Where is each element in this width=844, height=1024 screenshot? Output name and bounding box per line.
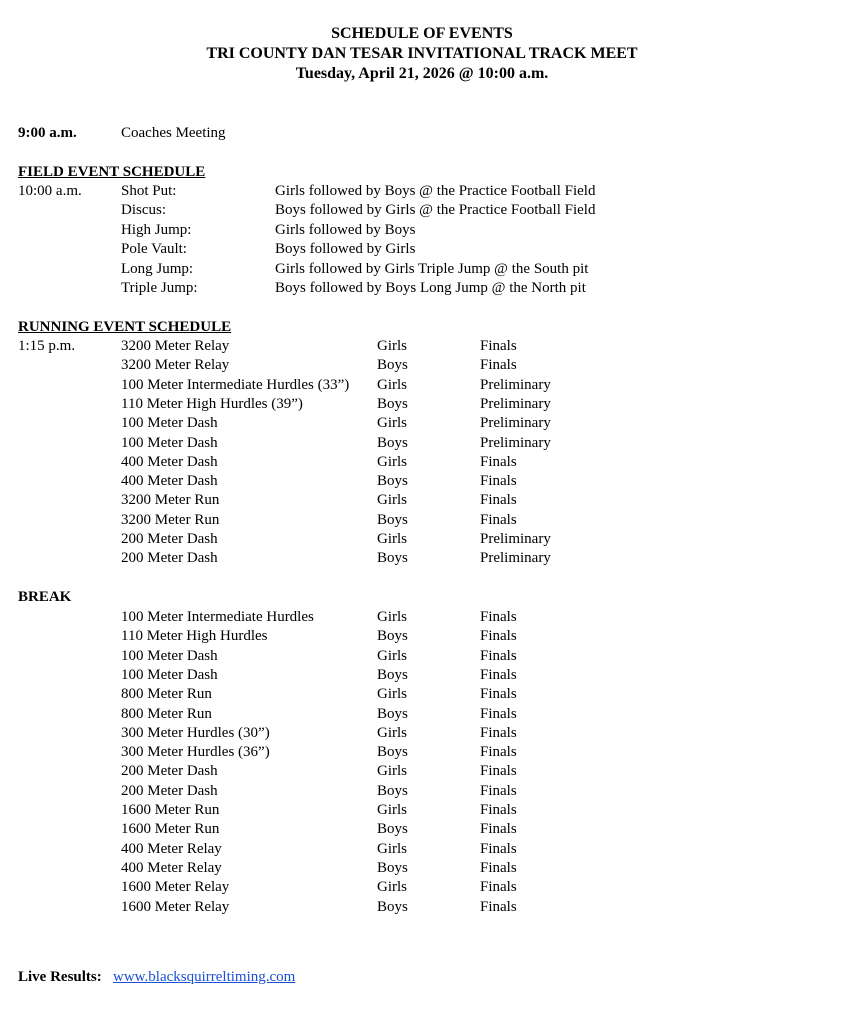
- field-event-detail: Boys followed by Girls: [275, 241, 416, 257]
- break-event-round: Finals: [480, 879, 517, 895]
- field-heading: FIELD EVENT SCHEDULE: [18, 164, 206, 180]
- running-event-round: Finals: [480, 492, 517, 508]
- break-event-gender: Boys: [377, 744, 408, 760]
- running-event-gender: Boys: [377, 512, 408, 528]
- break-event-round: Finals: [480, 802, 517, 818]
- break-event-name: 400 Meter Relay: [121, 860, 222, 876]
- break-event-name: 1600 Meter Run: [121, 802, 220, 818]
- break-event-name: 100 Meter Dash: [121, 667, 218, 683]
- field-event-name: Triple Jump:: [121, 280, 198, 296]
- running-event-gender: Girls: [377, 377, 407, 393]
- break-heading: BREAK: [18, 589, 72, 605]
- running-time: 1:15 p.m.: [18, 338, 76, 354]
- field-event-detail: Girls followed by Girls Triple Jump @ the South pit: [275, 261, 589, 277]
- running-event-round: Finals: [480, 357, 517, 373]
- break-event-gender: Girls: [377, 841, 407, 857]
- running-event-round: Preliminary: [480, 415, 551, 431]
- running-event-gender: Girls: [377, 338, 407, 354]
- break-event-gender: Girls: [377, 648, 407, 664]
- break-event-name: 400 Meter Relay: [121, 841, 222, 857]
- field-event-name: Discus:: [121, 202, 166, 218]
- running-heading: RUNNING EVENT SCHEDULE: [18, 319, 232, 335]
- field-event-name: Long Jump:: [121, 261, 194, 277]
- break-event-name: 800 Meter Run: [121, 706, 212, 722]
- running-event-round: Finals: [480, 338, 517, 354]
- break-event-name: 1600 Meter Relay: [121, 879, 230, 895]
- running-event-gender: Boys: [377, 435, 408, 451]
- field-event-name: Pole Vault:: [121, 241, 187, 257]
- break-event-gender: Boys: [377, 821, 408, 837]
- title-date: Tuesday, April 21, 2026 @ 10:00 a.m.: [295, 65, 549, 82]
- running-event-gender: Girls: [377, 454, 407, 470]
- break-event-round: Finals: [480, 667, 517, 683]
- break-event-name: 100 Meter Intermediate Hurdles: [121, 609, 314, 625]
- live-results-label: Live Results:: [18, 969, 102, 985]
- break-event-round: Finals: [480, 686, 517, 702]
- running-event-name: 100 Meter Dash: [121, 415, 218, 431]
- live-results-link[interactable]: www.blacksquirreltiming.com: [113, 969, 296, 985]
- running-event-gender: Boys: [377, 357, 408, 373]
- break-event-name: 1600 Meter Run: [121, 821, 220, 837]
- break-event-gender: Boys: [377, 628, 408, 644]
- break-event-round: Finals: [480, 744, 517, 760]
- break-event-gender: Girls: [377, 879, 407, 895]
- break-event-name: 300 Meter Hurdles (36”): [121, 744, 270, 760]
- running-event-name: 100 Meter Intermediate Hurdles (33”): [121, 377, 350, 393]
- break-event-round: Finals: [480, 609, 517, 625]
- break-event-round: Finals: [480, 841, 517, 857]
- break-event-name: 200 Meter Dash: [121, 783, 218, 799]
- running-event-name: 400 Meter Dash: [121, 454, 218, 470]
- running-event-gender: Girls: [377, 492, 407, 508]
- break-event-gender: Boys: [377, 667, 408, 683]
- break-event-round: Finals: [480, 628, 517, 644]
- running-event-name: 110 Meter High Hurdles (39”): [121, 396, 303, 412]
- break-event-name: 1600 Meter Relay: [121, 899, 230, 915]
- running-event-name: 3200 Meter Run: [121, 492, 220, 508]
- running-event-round: Finals: [480, 473, 517, 489]
- break-event-name: 300 Meter Hurdles (30”): [121, 725, 270, 741]
- field-event-detail: Girls followed by Boys @ the Practice Football Field: [275, 183, 596, 199]
- title-meet-name: TRI COUNTY DAN TESAR INVITATIONAL TRACK MEET: [206, 45, 638, 62]
- break-event-gender: Boys: [377, 899, 408, 915]
- running-event-round: Preliminary: [480, 531, 551, 547]
- running-event-round: Finals: [480, 512, 517, 528]
- running-event-round: Preliminary: [480, 377, 551, 393]
- running-event-name: 200 Meter Dash: [121, 531, 218, 547]
- field-time: 10:00 a.m.: [18, 183, 82, 199]
- running-event-gender: Girls: [377, 415, 407, 431]
- break-event-gender: Girls: [377, 686, 407, 702]
- break-event-round: Finals: [480, 648, 517, 664]
- break-event-gender: Girls: [377, 609, 407, 625]
- break-event-round: Finals: [480, 821, 517, 837]
- running-event-round: Preliminary: [480, 396, 551, 412]
- title-schedule: SCHEDULE OF EVENTS: [331, 25, 513, 42]
- field-event-detail: Girls followed by Boys: [275, 222, 416, 238]
- running-event-name: 200 Meter Dash: [121, 550, 218, 566]
- running-event-gender: Girls: [377, 531, 407, 547]
- break-event-gender: Girls: [377, 763, 407, 779]
- break-event-round: Finals: [480, 860, 517, 876]
- running-event-gender: Boys: [377, 396, 408, 412]
- break-event-gender: Boys: [377, 860, 408, 876]
- break-event-gender: Boys: [377, 783, 408, 799]
- running-event-round: Finals: [480, 454, 517, 470]
- running-event-gender: Boys: [377, 473, 408, 489]
- break-event-name: 200 Meter Dash: [121, 763, 218, 779]
- field-event-detail: Boys followed by Boys Long Jump @ the North pit: [275, 280, 586, 296]
- running-event-name: 3200 Meter Relay: [121, 357, 230, 373]
- coaches-time: 9:00 a.m.: [18, 125, 77, 141]
- break-event-name: 100 Meter Dash: [121, 648, 218, 664]
- running-event-gender: Boys: [377, 550, 408, 566]
- running-event-name: 3200 Meter Run: [121, 512, 220, 528]
- field-event-detail: Boys followed by Girls @ the Practice Football Field: [275, 202, 596, 218]
- break-event-gender: Girls: [377, 802, 407, 818]
- break-event-gender: Girls: [377, 725, 407, 741]
- running-event-round: Preliminary: [480, 550, 551, 566]
- running-event-name: 100 Meter Dash: [121, 435, 218, 451]
- break-event-round: Finals: [480, 899, 517, 915]
- break-event-name: 800 Meter Run: [121, 686, 212, 702]
- field-event-name: High Jump:: [121, 222, 192, 238]
- coaches-label: Coaches Meeting: [121, 125, 226, 141]
- break-event-gender: Boys: [377, 706, 408, 722]
- break-event-round: Finals: [480, 706, 517, 722]
- running-event-name: 400 Meter Dash: [121, 473, 218, 489]
- running-event-round: Preliminary: [480, 435, 551, 451]
- break-event-round: Finals: [480, 763, 517, 779]
- break-event-round: Finals: [480, 725, 517, 741]
- running-event-name: 3200 Meter Relay: [121, 338, 230, 354]
- break-event-name: 110 Meter High Hurdles: [121, 628, 268, 644]
- field-event-name: Shot Put:: [121, 183, 177, 199]
- break-event-round: Finals: [480, 783, 517, 799]
